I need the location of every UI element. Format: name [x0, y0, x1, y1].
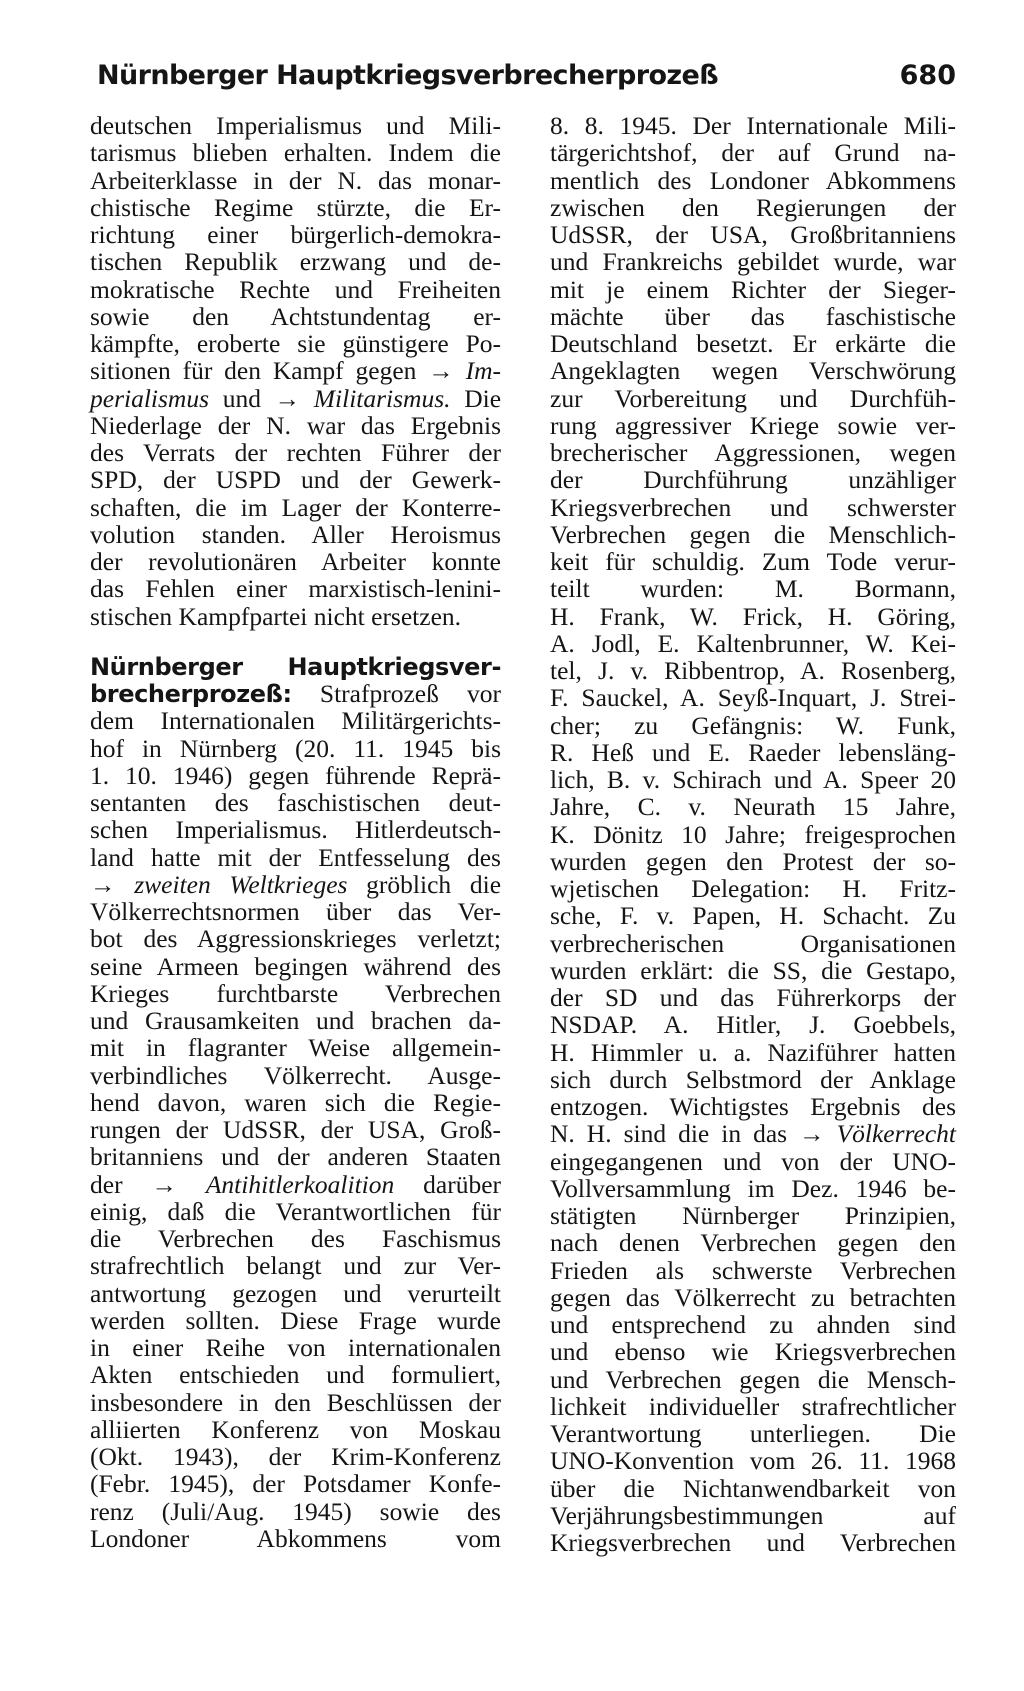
- text-line: zwischen den Regierungen der: [550, 192, 956, 222]
- text-line: kämpfte, eroberte sie günstigere Po-: [90, 329, 501, 358]
- cross-reference-arrow-icon: →: [428, 356, 454, 386]
- cross-reference-link[interactable]: [275, 384, 451, 413]
- text-line: und entsprechend zu ahnden sind: [550, 1310, 956, 1339]
- text-line: H. Himmler u. a. Naziführer hatten: [550, 1037, 956, 1067]
- text-line: renz (Juli/Aug. 1945) sowie des: [90, 1496, 501, 1526]
- text-line: Niederlage der N. war das Ergebnis: [90, 410, 501, 440]
- text-line: H. Frank, W. Frick, H. Göring,: [550, 601, 956, 631]
- text-line: hend davon, waren sich die Regie-: [90, 1087, 501, 1117]
- text-line: mit je einem Richter der Sieger-: [550, 274, 956, 304]
- text-line: UNO-Konvention vom 26. 11. 1968: [550, 1446, 956, 1476]
- text-line: über die Nichtanwendbarkeit von: [550, 1473, 956, 1503]
- cross-reference-text: perialismus: [90, 383, 210, 413]
- cross-reference-arrow-icon: →: [151, 1169, 177, 1199]
- text-line: sowie den Achtstundentag er-: [90, 301, 501, 331]
- cross-reference-text: Völkerrecht: [836, 1119, 956, 1149]
- text-line: [90, 1171, 501, 1198]
- text-line: [90, 385, 501, 412]
- text-line: hof in Nürnberg (20. 11. 1945 bis: [90, 733, 501, 763]
- text-line: brecherischer Aggressionen, wegen: [550, 438, 956, 467]
- cross-reference-link[interactable]: [90, 870, 347, 899]
- text-line: Verjährungsbestimmungen auf: [550, 1500, 956, 1530]
- text-line: Kriegsverbrechen und Verbrechen: [550, 1528, 956, 1557]
- text-line: volution standen. Aller Heroismus: [90, 519, 501, 549]
- text-line: in einer Reihe von internationalen: [90, 1333, 501, 1362]
- text-line: deutschen Imperialismus und Mili-: [90, 111, 501, 140]
- text-line: Jahre, C. v. Neurath 15 Jahre,: [550, 792, 956, 822]
- cross-reference-link[interactable]: [90, 384, 209, 413]
- text-line: strafrechtlich belangt und zur Ver-: [90, 1251, 501, 1281]
- text-fragment: und: [222, 383, 261, 413]
- cross-reference-link[interactable]: [151, 1170, 394, 1199]
- entry-headword-line: [90, 653, 501, 680]
- text-line: mächte über das faschistische: [550, 301, 956, 331]
- text-line: werden sollten. Diese Frage wurde: [90, 1305, 501, 1335]
- text-line: dem Internationalen Militärgerichts-: [90, 706, 501, 736]
- entry-headword: Nürnberger Hauptkriegsver-: [90, 652, 501, 681]
- text-line: F. Sauckel, A. Seyß-Inquart, J. Strei-: [550, 683, 956, 713]
- text-line: tischen Republik erzwang und de-: [90, 247, 501, 277]
- text-line: rungen der UdSSR, der USA, Groß-: [90, 1115, 501, 1144]
- cross-reference-text: Im-: [465, 356, 502, 386]
- text-line: der Durchführung unzähliger: [550, 465, 956, 495]
- text-line: [90, 871, 501, 898]
- text-line: [90, 680, 501, 707]
- text-line: und ebenso wie Kriegsverbrechen: [550, 1337, 956, 1367]
- text-line: zur Vorbereitung und Durchfüh-: [550, 383, 956, 413]
- text-line: keit für schuldig. Zum Tode verur-: [550, 547, 956, 576]
- text-fragment: Strafprozeß vor: [319, 679, 501, 708]
- cross-reference-arrow-icon: →: [274, 383, 301, 413]
- text-line: und Verbrechen gegen die Mensch-: [550, 1364, 956, 1394]
- text-line: und Frankreichs gebildet wurde, war: [550, 247, 956, 277]
- text-line: gegen das Völkerrecht zu betrachten: [550, 1282, 956, 1312]
- cross-reference-link[interactable]: [799, 1119, 956, 1148]
- cross-reference-text: zweiten Weltkrieges: [134, 869, 348, 899]
- text-line: seine Armeen begingen während des: [90, 951, 501, 981]
- cross-reference-arrow-icon: →: [90, 869, 116, 899]
- text-line: verbindliches Völkerrecht. Ausge-: [90, 1060, 501, 1090]
- text-line: stischen Kampfpartei nicht ersetzen.: [90, 601, 462, 631]
- text-line: tel, J. v. Ribbentrop, A. Rosenberg,: [550, 656, 956, 685]
- text-line: [550, 1120, 956, 1147]
- text-line: der revolutionären Arbeiter konnte: [90, 547, 501, 576]
- text-line: Londoner Abkommens vom: [90, 1523, 501, 1553]
- text-line: Völkerrechtsnormen über das Ver-: [90, 897, 501, 926]
- text-line: SPD, der USPD und der Gewerk-: [90, 465, 501, 495]
- text-fragment: darüber: [423, 1169, 502, 1199]
- text-line: 1. 10. 1946) gegen führende Reprä-: [90, 760, 501, 790]
- text-line: R. Heß und E. Raeder lebensläng-: [550, 737, 956, 767]
- text-line: Frieden als schwerste Verbrechen: [550, 1255, 956, 1285]
- text-line: wurden erklärt: die SS, die Gestapo,: [550, 955, 956, 985]
- text-line: 8. 8. 1945. Der Internationale Mili-: [550, 111, 956, 140]
- text-line: A. Jodl, E. Kaltenbrunner, W. Kei-: [550, 628, 956, 658]
- text-line: (Febr. 1945), der Potsdamer Konfe-: [90, 1469, 501, 1499]
- text-line: entzogen. Wichtigstes Ergebnis des: [550, 1092, 956, 1121]
- text-line: und Grausamkeiten und brachen da-: [90, 1006, 501, 1035]
- text-line: die Verbrechen des Faschismus: [90, 1224, 501, 1253]
- text-line: mentlich des Londoner Abkommens: [550, 165, 956, 195]
- text-line: antwortung gezogen und verurteilt: [90, 1278, 501, 1308]
- text-line: land hatte mit der Entfesselung des: [90, 842, 501, 872]
- text-line: Verantwortung unterliegen. Die: [550, 1419, 956, 1448]
- text-line: des Verrats der rechten Führer der: [90, 438, 501, 467]
- text-line: sche, F. v. Papen, H. Schacht. Zu: [550, 901, 956, 931]
- cross-reference-text: Militarismus.: [313, 383, 451, 413]
- text-fragment: N. H. sind die in das: [550, 1119, 788, 1149]
- page-header: [97, 58, 956, 98]
- text-line: das Fehlen einer marxistisch-lenini-: [90, 574, 501, 604]
- text-line: Arbeiterklasse in der N. das monar-: [90, 165, 501, 195]
- text-line: Angeklagten wegen Verschwörung: [550, 356, 956, 386]
- text-line: britanniens und der anderen Staaten: [90, 1142, 501, 1172]
- text-line: Deutschland besetzt. Er erkärte die: [550, 329, 956, 358]
- text-line: bot des Aggressionskrieges verletzt;: [90, 924, 501, 954]
- text-line: lichkeit individueller strafrechtlicher: [550, 1391, 956, 1421]
- text-line: schaften, die im Lager der Konterre-: [90, 492, 501, 522]
- text-line: sich durch Selbstmord der Anklage: [550, 1064, 956, 1094]
- cross-reference-text: Antihitlerkoalition: [205, 1169, 395, 1199]
- text-line: stätigten Nürnberger Prinzipien,: [550, 1201, 956, 1230]
- entry-headword: brecherprozeß:: [90, 680, 292, 708]
- text-line: cher; zu Gefängnis: W. Funk,: [550, 710, 956, 740]
- text-fragment: der: [90, 1169, 123, 1199]
- text-line: Akten entschieden und formuliert,: [90, 1360, 501, 1390]
- text-line: der SD und das Führerkorps der: [550, 983, 956, 1012]
- text-line: tärgerichtshof, der auf Grund na-: [550, 138, 956, 168]
- cross-reference-arrow-icon: →: [799, 1119, 825, 1149]
- text-line: (Okt. 1943), der Krim-Konferenz: [90, 1442, 501, 1471]
- text-line: Vollversammlung im Dez. 1946 be-: [550, 1173, 956, 1203]
- text-line: Kriegsverbrechen und schwerster: [550, 492, 956, 522]
- text-fragment: Die: [464, 383, 502, 413]
- text-line: lich, B. v. Schirach und A. Speer 20: [550, 765, 956, 794]
- text-line: nach denen Verbrechen gegen den: [550, 1228, 956, 1258]
- text-line: tarismus blieben erhalten. Indem die: [90, 138, 501, 168]
- text-line: insbesondere in den Beschlüssen der: [90, 1387, 501, 1417]
- text-line: einig, daß die Verantwortlichen für: [90, 1196, 501, 1226]
- entry-separator: [90, 630, 501, 653]
- text-line: [90, 357, 501, 384]
- text-line: UdSSR, der USA, Großbritanniens: [550, 220, 956, 249]
- right-column: [550, 112, 956, 1556]
- cross-reference-link[interactable]: [428, 356, 501, 385]
- text-line: mit in flagranter Weise allgemein-: [90, 1033, 501, 1063]
- page-number: 680: [899, 60, 956, 91]
- text-line: K. Dönitz 10 Jahre; freigesprochen: [550, 819, 956, 849]
- text-line: mokratische Rechte und Freiheiten: [90, 274, 501, 304]
- text-line: chistische Regime stürzte, die Er-: [90, 192, 501, 222]
- text-line: Verbrechen gegen die Menschlich-: [550, 519, 956, 549]
- text-fragment: sitionen für den Kampf gegen: [90, 356, 417, 386]
- text-fragment: gröblich die: [366, 869, 502, 899]
- text-line: eingegangenen und von der UNO-: [550, 1146, 956, 1176]
- text-line: sentanten des faschistischen deut-: [90, 788, 501, 817]
- left-column: [90, 112, 501, 1552]
- text-line: wurden gegen den Protest der so-: [550, 846, 956, 876]
- text-line: verbrecherischen Organisationen: [550, 928, 956, 958]
- text-line: NSDAP. A. Hitler, J. Goebbels,: [550, 1010, 956, 1040]
- text-line: Krieges furchtbarste Verbrechen: [90, 978, 501, 1008]
- text-line: teilt wurden: M. Bormann,: [550, 574, 956, 604]
- text-line: rung aggressiver Kriege sowie ver-: [550, 410, 956, 440]
- text-line: wjetischen Delegation: H. Fritz-: [550, 874, 956, 903]
- text-line: richtung einer bürgerlich-demokra-: [90, 220, 501, 249]
- text-line: alliierten Konferenz von Moskau: [90, 1414, 501, 1444]
- running-head: Nürnberger Hauptkriegsverbrecherprozeß: [97, 60, 719, 91]
- text-line: schen Imperialismus. Hitlerdeutsch-: [90, 815, 501, 845]
